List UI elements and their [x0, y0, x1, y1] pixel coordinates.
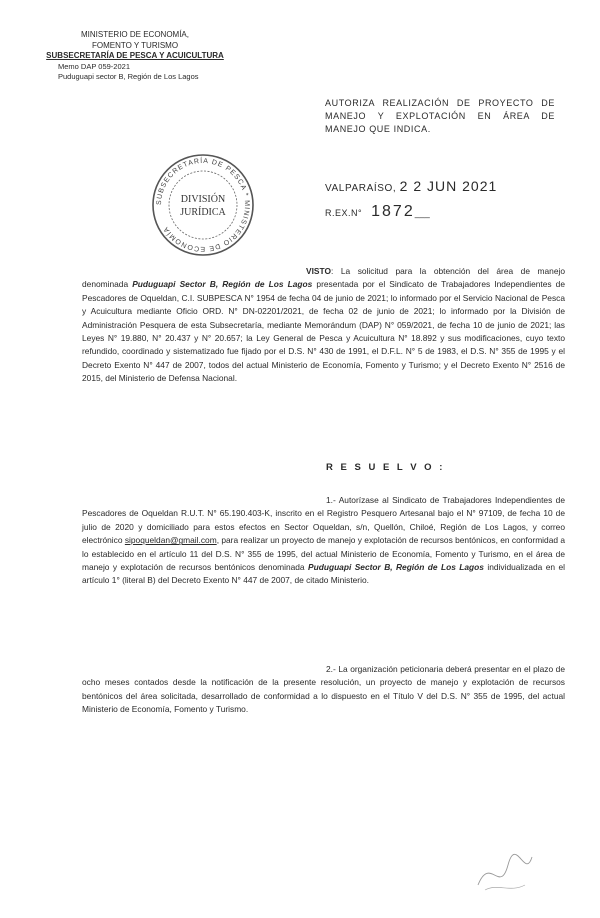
subsecretariat-title: SUBSECRETARÍA DE PESCA Y ACUICULTURA	[46, 51, 224, 60]
visto-paragraph	[82, 265, 565, 386]
visto-text-2: presentada por el Sindicato de Trabajadores Independientes de Pescadores de Oqueldan, C.I. SUBPESCA N° 1954 de fecha 04 de junio de 2021; lo informado por el Servicio Nacional de Pesca y Acuicultura mediante Oficio ORD. N° DN-02201/2021, de fecha 02 de junio de 2021; lo informado por la División de Administración Pesquera de esta Subsecretaría, mediante Memorándum (DAP) N° 059/2021, de fecha 10 de junio de 2021; las Leyes N° 19.880, N° 20.437 y N° 20.657; la Ley General de Pesca y Acuicultura N° 18.892 y sus modificaciones, cuyo texto refundido, coordinado y sistematizado fue fijado por el D.S. N° 430 de 1991, el D.F.L. N° 5 de 1983, el D.S. N° 355 de 1995 y el Decreto Exento N° 447 de 2007, todos del actual Ministerio de Economía, Fomento y Turismo; y el Decreto Exento N° 2516 de 2015, del Ministerio de Defensa Nacional.	[82, 279, 565, 384]
stamp-ring-text: SUBSECRETARÍA DE PESCA * MINISTERIO DE ECONOMÍA	[155, 157, 251, 253]
visto-label: VISTO	[306, 266, 331, 276]
resolution-label: R.EX.N°	[325, 208, 363, 218]
article-2: 2.- La organización peticionaria deberá presentar en el plazo de ocho meses contados desde la notificación de la presente resolución, un proyecto de manejo y explotación de recursos bentónicos del área solicitada, desarrollado de conformidad a lo dispuesto en el Título V del D.S. N° 355 de 1995, del actual Ministerio de Economía, Fomento y Turismo.	[82, 664, 565, 715]
article-1	[82, 494, 565, 588]
resolution-number: 1872	[371, 203, 415, 220]
letterhead	[40, 30, 230, 83]
visto-text-1: : La solicitud para la obtención del área de manejo denominada	[82, 266, 565, 290]
stamp-center-line-1: DIVISIÓN	[180, 194, 226, 205]
email-link[interactable]: sipoqueldan@gmail.com	[124, 535, 217, 546]
article-1-text-3: individualizada en el artículo 1° (literal B) del Decreto Exento N° 447 de 2007, de citado Ministerio.	[82, 562, 565, 586]
city-label: VALPARAÍSO,	[325, 183, 397, 194]
division-stamp	[148, 150, 258, 260]
date-stamp: 2 2 JUN 2021	[399, 178, 498, 194]
ministry-line-2: FOMENTO Y TURISMO	[91, 40, 179, 50]
ministry-line: MINISTERIO DE ECONOMÍA,	[80, 30, 189, 39]
resolution-subject: AUTORIZA REALIZACIÓN DE PROYECTO DE MANEJO Y EXPLOTACIÓN EN ÁREA DE MANEJO QUE INDICA.	[325, 98, 555, 134]
article-1-text-1: 1.- Autorízase al Sindicato de Trabajadores Independientes de Pescadores de Oqueldan R.U.T. N° 65.190.403-K, inscrito en el Registro Pesquero Artesanal bajo el N° 97109, de fecha 10 de julio de 2020 y domiciliado para estos efectos en Sector Oqueldan, s/n, Quellón, Chiloé, Región de Los Lagos, y correo electrónico	[82, 495, 565, 546]
resolution-trail: ___	[414, 208, 430, 218]
article-1-area-name: Puduguapi Sector B, Región de Los Lagos	[308, 562, 484, 573]
article-1-text-2: , para realizar un proyecto de manejo y explotación de recursos bentónicos, en conformidad a lo establecido en el artículo 11 del D.S. N° 355 de 1995, del actual Ministerio de Economía, Fomento y Turismo, en el área de manejo y explotación de recursos bentónicos denominada	[82, 535, 566, 573]
visto-area-name: Puduguapi Sector B, Región de Los Lagos	[132, 279, 313, 290]
signature-mark	[470, 845, 540, 900]
resolution-number-line	[325, 203, 430, 221]
resuelvo-heading: R E S U E L V O :	[326, 462, 445, 473]
stamp-center-line-2: JURÍDICA	[180, 207, 226, 218]
area-reference: Puduguapi sector B, Región de Los Lagos	[58, 72, 199, 81]
date-line	[325, 178, 497, 194]
memo-reference: Memo DAP 059-2021	[58, 61, 130, 71]
